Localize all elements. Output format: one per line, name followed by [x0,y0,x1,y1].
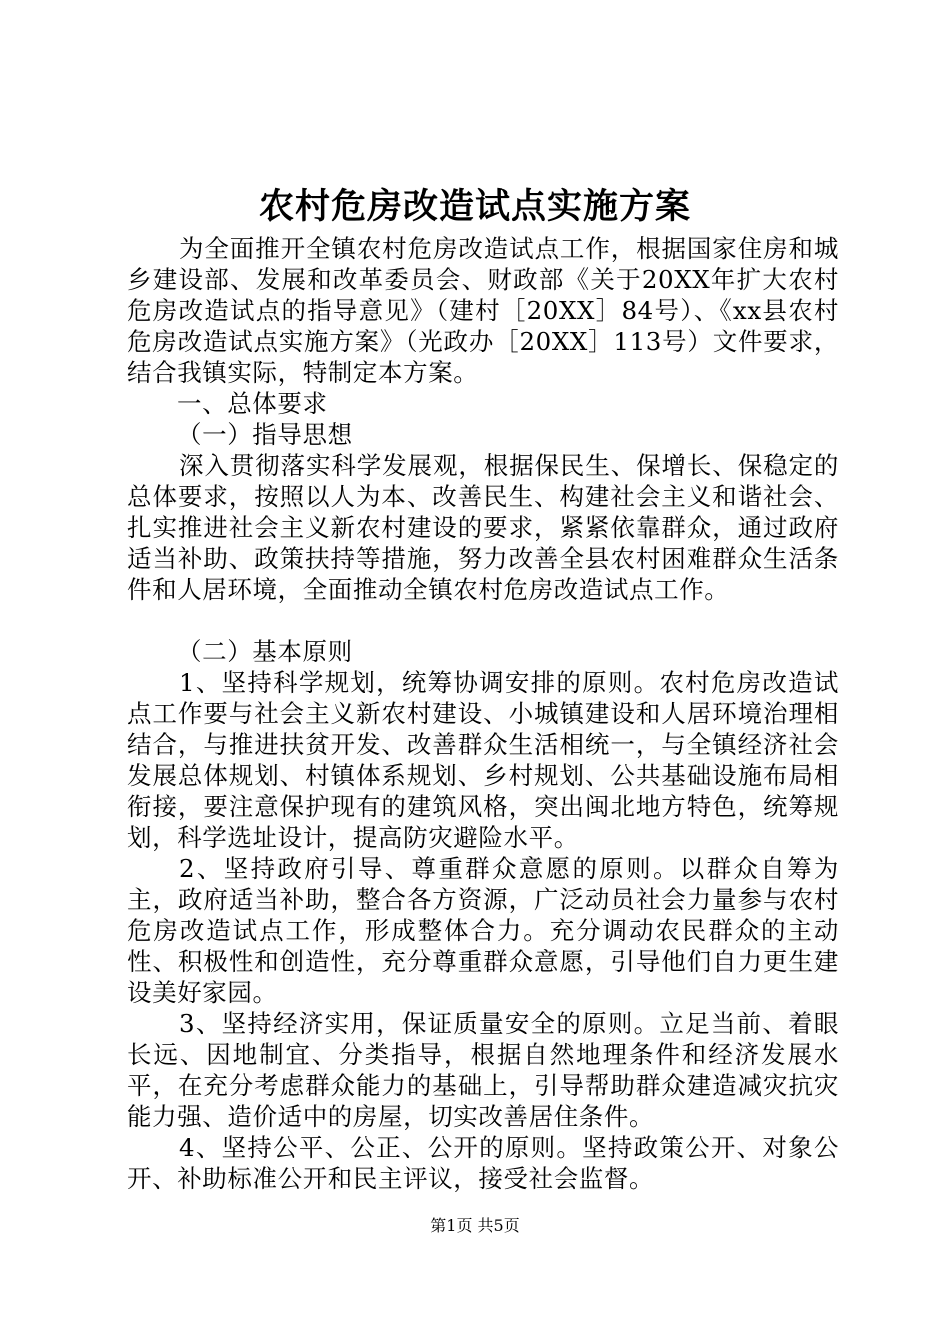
principle-4-paragraph: 4、坚持公平、公正、公开的原则。坚持政策公开、对象公开、补助标准公开和民主评议，接受社会监督。 [127,1133,839,1193]
guiding-paragraph: 深入贯彻落实科学发展观，根据保民生、保增长、保稳定的总体要求，按照以人为本、改善民生、构建社会主义和谐社会、扎实推进社会主义新农村建设的要求，紧紧依靠群众，通过政府适当补助、政策扶持等措施，努力改善全县农村困难群众生活条件和人居环境，全面推动全镇农村危房改造试点工作。 [127,451,839,604]
principle-1-paragraph: 1、坚持科学规划，统筹协调安排的原则。农村危房改造试点工作要与社会主义新农村建设、小城镇建设和人居环境治理相结合，与推进扶贫开发、改善群众生活相统一，与全镇经济社会发展总体规划、村镇体系规划、乡村规划、公共基础设施布局相衔接，要注意保护现有的建筑风格，突出闽北地方特色，统筹规划，科学选址设计，提高防灾避险水平。 [127,668,839,852]
page-footer: 第1页 共5页 [430,1216,520,1235]
subsection-heading-guiding: （一）指导思想 [177,420,353,449]
document-body [127,233,839,1194]
paragraph-gap [127,605,839,636]
principle-3-paragraph: 3、坚持经济实用，保证质量安全的原则。立足当前、着眼长远、因地制宜、分类指导，根据自然地理条件和经济发展水平，在充分考虑群众能力的基础上，引导帮助群众建造减灾抗灾能力强、造价适中的房屋，切实改善居住条件。 [127,1009,839,1131]
subsection-heading-principles: （二）基本原则 [177,637,353,666]
intro-paragraph: 为全面推开全镇农村危房改造试点工作，根据国家住房和城乡建设部、发展和改革委员会、财政部《关于20XX年扩大农村危房改造试点的指导意见》（建村［20XX］84号）、《xx县农村危房改造试点实施方案》（光政办［20XX］113号）文件要求，结合我镇实际，特制定本方案。 [127,234,839,387]
section-heading-general: 一、总体要求 [177,389,328,418]
principle-2-paragraph: 2、坚持政府引导、尊重群众意愿的原则。以群众自筹为主，政府适当补助，整合各方资源，广泛动员社会力量参与农村危房改造试点工作，形成整体合力。充分调动农民群众的主动性、积极性和创造性，充分尊重群众意愿，引导他们自力更生建设美好家园。 [127,854,839,1007]
document-title: 农村危房改造试点实施方案 [258,187,691,227]
